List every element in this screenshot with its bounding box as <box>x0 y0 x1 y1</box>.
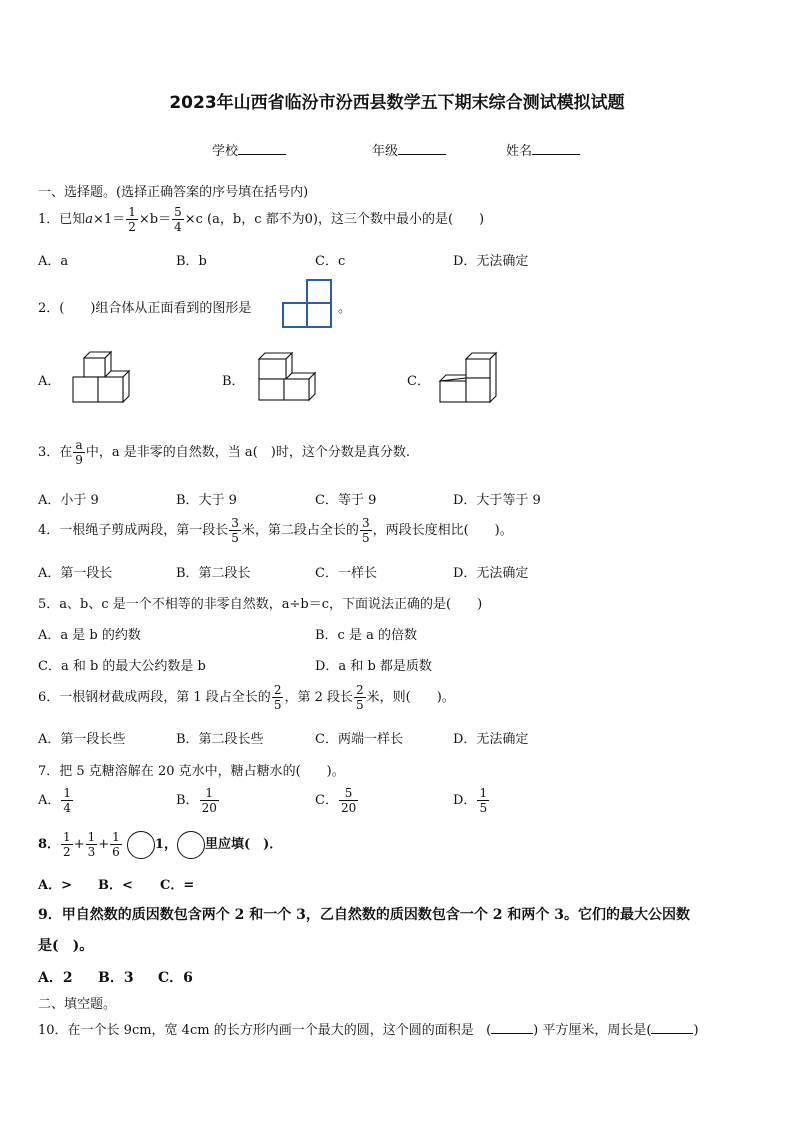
grade-field[interactable]: 年级 <box>372 140 446 159</box>
q2-option-a-cubes-figure <box>70 350 132 406</box>
q2-option-b-cubes-figure <box>256 350 318 406</box>
q7-option-d[interactable]: D． $\frac{1}{5}$ <box>453 786 488 815</box>
question-9-line-1: 9．甲自然数的质因数包含两个 2 和一个 3，乙自然数的质因数包含一个 2 和两个 3。它们的最大公因数 <box>38 907 690 923</box>
q4-option-c[interactable]: C．一样长 <box>315 566 377 581</box>
q6-option-d[interactable]: D．无法确定 <box>453 732 529 747</box>
q1-option-a[interactable]: A．a <box>38 254 69 269</box>
question-10: 10．在一个长 9cm，宽 4cm 的长方形内画一个最大的圆，这个圆的面积是 ( ) 平方厘米，周长是( ) <box>38 1023 699 1038</box>
q1-option-c[interactable]: C．c <box>315 254 346 269</box>
q4-option-b[interactable]: B．第二段长 <box>176 566 251 581</box>
q2-option-c-cubes-figure <box>437 350 499 406</box>
q6-option-a[interactable]: A．第一段长些 <box>38 732 126 747</box>
compare-circle[interactable] <box>127 831 155 859</box>
q5-option-a[interactable]: A．a 是 b 的约数 <box>38 628 141 643</box>
q9-option-c[interactable]: C．6 <box>158 970 193 986</box>
page-title: 2023年山西省临汾市汾西县数学五下期末综合测试模拟试题 <box>169 93 625 113</box>
section-heading-2: 二、填空题。 <box>38 997 117 1012</box>
question-5: 5．a、b、c 是一个不相等的非零自然数，a÷b＝c，下面说法正确的是( ) <box>38 597 483 612</box>
q8-option-c[interactable]: C．= <box>160 878 195 893</box>
q3-option-c[interactable]: C．等于 9 <box>315 493 377 508</box>
question-2: 2．( )组合体从正面看到的图形是 <box>38 301 252 316</box>
q3-option-d[interactable]: D．大于等于 9 <box>453 493 541 508</box>
q7-option-b[interactable]: B． $\frac{1}{20}$ <box>176 786 217 815</box>
area-answer-blank[interactable] <box>491 1021 533 1034</box>
question-3: 3．在 $\frac{a}{9}$ 中，a 是非零的自然数，当 a( )时，这个分数是真分数. <box>38 438 410 467</box>
q3-option-a[interactable]: A．小于 9 <box>38 493 99 508</box>
q9-option-a[interactable]: A．2 <box>38 970 73 986</box>
q6-option-c[interactable]: C．两端一样长 <box>315 732 403 747</box>
question-6: 6．一根钢材截成两段，第 1 段占全长的 $\frac{2}{5}$ ，第 2 段长 $\frac{2}{5}$ 米，则( )。 <box>38 683 455 712</box>
q5-option-c[interactable]: C．a 和 b 的最大公约数是 b <box>38 659 206 674</box>
question-9-line-2: 是( )。 <box>38 938 94 954</box>
question-1: 1．已知a×1＝ $\frac{1}{2}$ ×b＝ $\frac{5}{4}$ ×c (a，b，c 都不为0)，这三个数中最小的是( ) <box>38 205 485 234</box>
q5-option-b[interactable]: B．c 是 a 的倍数 <box>315 628 417 643</box>
q2-option-c[interactable]: C． <box>407 374 430 389</box>
q4-option-d[interactable]: D．无法确定 <box>453 566 529 581</box>
front-view-figure <box>282 279 334 329</box>
q7-option-c[interactable]: C． $\frac{5}{20}$ <box>315 786 357 815</box>
q4-option-a[interactable]: A．第一段长 <box>38 566 113 581</box>
question-4: 4．一根绳子剪成两段，第一段长 $\frac{3}{5}$ 米，第二段占全长的 $\frac{3}{5}$ ，两段长度相比( )。 <box>38 516 513 545</box>
school-field[interactable]: 学校 <box>212 140 286 159</box>
question-8: 8． $\frac{1}{2}$ + $\frac{1}{3}$ + $\frac{1}{6}$ 1， 里应填( )． <box>38 830 283 859</box>
q7-option-a[interactable]: A． $\frac{1}{4}$ <box>38 786 72 815</box>
q1-option-b[interactable]: B．b <box>176 254 207 269</box>
section-heading-1: 一、选择题。(选择正确答案的序号填在括号内) <box>38 185 309 200</box>
perimeter-answer-blank[interactable] <box>651 1021 693 1034</box>
q2-option-a[interactable]: A． <box>38 374 61 389</box>
q8-option-b[interactable]: B．< <box>98 878 133 893</box>
q5-option-d[interactable]: D．a 和 b 都是质数 <box>315 659 432 674</box>
question-7: 7．把 5 克糖溶解在 20 克水中，糖占糖水的( )。 <box>38 764 345 779</box>
q1-option-d[interactable]: D．无法确定 <box>453 254 529 269</box>
q2-option-b[interactable]: B． <box>222 374 245 389</box>
q8-option-a[interactable]: A．> <box>38 878 72 893</box>
name-field[interactable]: 姓名 <box>506 140 580 159</box>
q6-option-b[interactable]: B．第二段长些 <box>176 732 264 747</box>
q3-option-b[interactable]: B．大于 9 <box>176 493 237 508</box>
compare-circle-ref <box>177 831 205 859</box>
q9-option-b[interactable]: B．3 <box>98 970 134 986</box>
q2-end-mark: 。 <box>338 301 352 316</box>
